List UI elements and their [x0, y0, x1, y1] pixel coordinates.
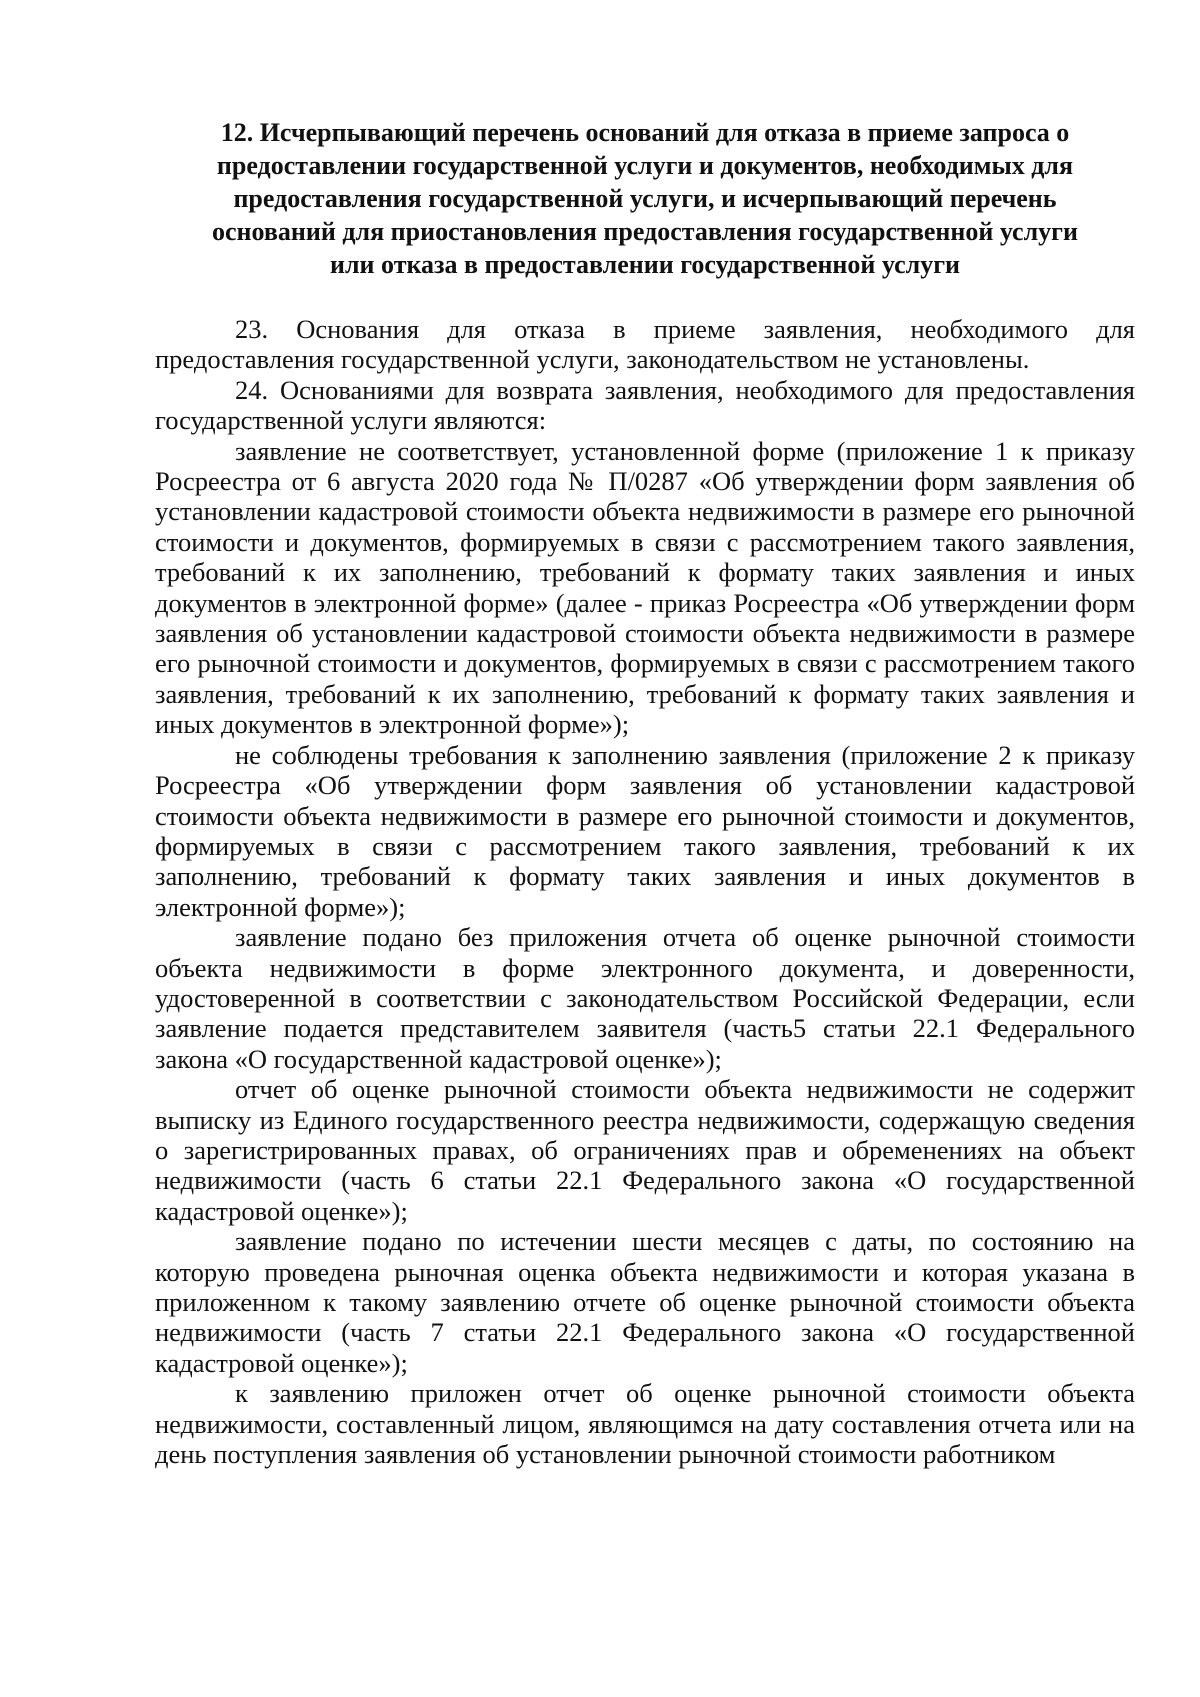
list-item-deadline-expired: заявление подано по истечении шести месяцев с даты, по состоянию на которую проведена рыночная оценка объекта недвижимости и которая указана в приложенном к такому заявлению отчете об оценке рыночной стоимости объекта недвижимости (часть 7 статьи 22.1 Федерального закона «О государственной кадастровой оценке»);: [155, 1226, 1135, 1378]
heading-line: оснований для приостановления предоставления государственной услуги: [212, 217, 1078, 246]
list-item-missing-report: заявление подано без приложения отчета об оценке рыночной стоимости объекта недвижимости в форме электронного документа, и доверенности, удостоверенной в соответствии с законодательством Российской Федерации, если заявление подается представителем заявителя (часть5 статьи 22.1 Федерального закона «О государственной кадастровой оценке»);: [155, 922, 1135, 1074]
heading-line: 12. Исчерпывающий перечень оснований для отказа в приеме запроса о: [220, 118, 1070, 147]
heading-line: предоставлении государственной услуги и документов, необходимых для: [216, 151, 1074, 180]
paragraph-24: 24. Основаниями для возврата заявления, необходимого для предоставления государственной услуги являются:: [155, 374, 1135, 436]
document-body: [155, 314, 1135, 1469]
list-item-missing-extract: отчет об оценке рыночной стоимости объекта недвижимости не содержит выписку из Единого государственного реестра недвижимости, содержащую сведения о зарегистрированных правах, об ограничениях прав и обременениях на объект недвижимости (часть 6 статьи 22.1 Федерального закона «О государственной кадастровой оценке»);: [155, 1074, 1135, 1226]
heading-line: предоставления государственной услуги, и исчерпывающий перечень: [233, 184, 1057, 213]
paragraph-23: 23. Основания для отказа в приеме заявления, необходимого для предоставления государственной услуги, законодательством не установлены.: [155, 314, 1135, 375]
heading-line: или отказа в предоставлении государственной услуги: [329, 250, 961, 279]
list-item-form-mismatch: заявление не соответствует, установленной форме (приложение 1 к приказу Росреестра от 6 августа 2020 года № П/0287 «Об утверждении форм заявления об установлении кадастровой стоимости объекта недвижимости в размере его рыночной стоимости и документов, формируемых в связи с рассмотрением такого заявления, требований к их заполнению, требований к формату таких заявления и иных документов в электронной форме» (далее - приказ Росреестра «Об утверждении форм заявления об установлении кадастровой стоимости объекта недвижимости в размере его рыночной стоимости и документов, формируемых в связи с рассмотрением такого заявления, требований к их заполнению, требований к формату таких заявления и иных документов в электронной форме»);: [155, 435, 1135, 740]
section-heading: [150, 116, 1140, 281]
list-item-filling-requirements: не соблюдены требования к заполнению заявления (приложение 2 к приказу Росреестра «Об утверждении форм заявления об установлении кадастровой стоимости объекта недвижимости в размере его рыночной стоимости и документов, формируемых в связи с рассмотрением такого заявления, требований к их заполнению, требований к формату таких заявления и иных документов в электронной форме»);: [155, 739, 1135, 922]
list-item-appraiser-employee: к заявлению приложен отчет об оценке рыночной стоимости объекта недвижимости, составленный лицом, являющимся на дату составления отчета или на день поступления заявления об установлении рыночной стоимости работником: [155, 1378, 1135, 1470]
